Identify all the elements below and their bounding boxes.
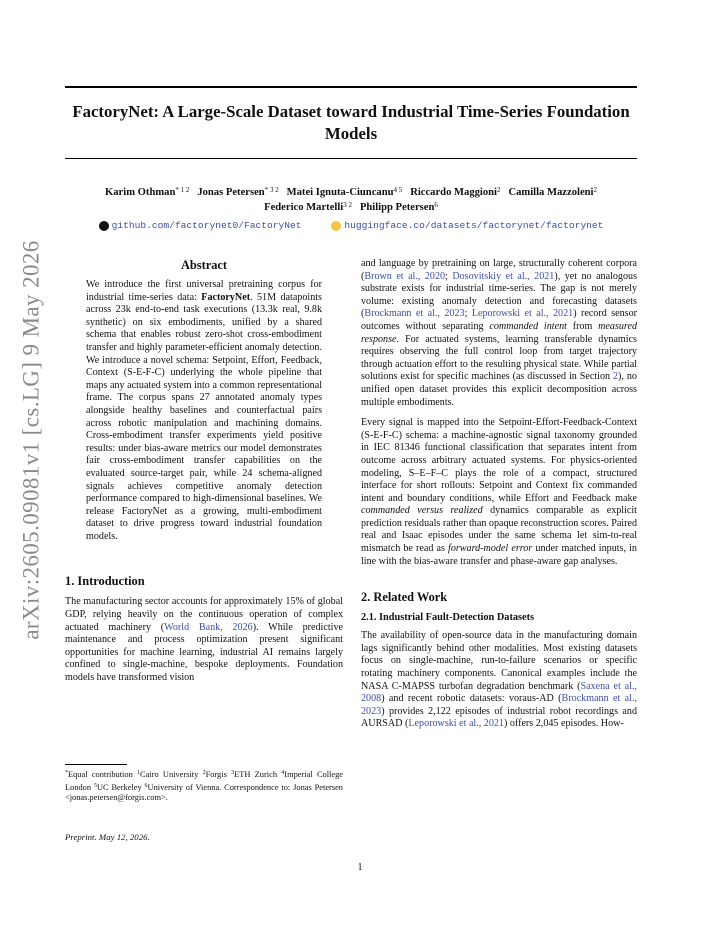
- author-name: Jonas Petersen: [197, 187, 265, 198]
- text-run: from: [566, 320, 599, 332]
- footnote-affiliation: Forgis: [205, 770, 232, 779]
- author-name: Riccardo Maggioni: [410, 187, 497, 198]
- emphasis: commanded intent: [489, 320, 567, 332]
- citation-link[interactable]: Leporowski et al., 2021: [408, 718, 504, 730]
- text-run: and language by pretraining on large, structurally coherent corpora (: [361, 258, 637, 282]
- huggingface-icon: [331, 221, 341, 231]
- text-run: ), no unified open dataset provides this explicit decomposition across multiple embodiments.: [361, 371, 637, 408]
- author-affiliation: 4 5: [393, 186, 403, 194]
- author-affiliation: 2: [497, 186, 501, 194]
- intro-paragraph-2: [361, 258, 637, 409]
- github-link-text: github.com/factorynet0/FactoryNet: [111, 220, 302, 231]
- footnote-text: Equal contribution: [68, 770, 138, 779]
- author-name: Camilla Mazzoleni: [508, 187, 594, 198]
- github-link[interactable]: [99, 220, 302, 231]
- footnote-affiliation: Imperial College London: [65, 770, 343, 792]
- citation-link[interactable]: Brown et al., 2020: [364, 270, 446, 282]
- author-list: [65, 184, 637, 214]
- arxiv-identifier: arXiv:2605.09081v1 [cs.LG] 9 May 2026: [19, 240, 45, 640]
- preprint-date: Preprint. May 12, 2026.: [65, 832, 150, 842]
- footnote-affiliation: UC Berkeley: [96, 782, 145, 792]
- huggingface-link[interactable]: [331, 220, 603, 231]
- github-icon: [99, 221, 109, 231]
- author-line-1: [65, 184, 637, 199]
- introduction-heading: 1. Introduction: [65, 574, 145, 589]
- title-line-1: FactoryNet: A Large-Scale Dataset toward Industrial Time-Series Foundation: [72, 102, 630, 121]
- text-run: ;: [445, 270, 453, 282]
- abstract-text-run: . 51M datapoints across 23k end-to-end task executions (13.3k real, 9.8k synthetic) on six embodiments, unified by a shared schema that enables robust zero-shot cross-embodiment transfer and highly parameter-efficient anomaly detection. We introduce a novel schema: Setpoint, Effort, Feedback, Context (S-E-F-C) underlying the whole pipeline that maps any actuated system into a common representational frame. The corpus spans 27 annotated anomaly types alongside healthy baselines and counterfactual pairs across robotic manipulation and machining domains. Cross-embodiment transfer experiments yield positive results: under bias-aware metrics our model demonstrates fair cross-embodiment transfer capabilities on the evaluated source-target pair, while 24 schema-aligned signals achieves competitive anomaly detection performance compared to high-dimensional baselines. We release FactoryNet as a growing, multi-embodiment dataset to drive progress toward industrial foundation models.: [86, 291, 322, 542]
- author-affiliation: 3 2: [343, 201, 352, 209]
- author-name: Philipp Petersen: [359, 202, 435, 213]
- text-run: under matched inputs, in line with the bias-aware transfer and phase-aware gap analyses.: [361, 543, 637, 567]
- author-name: Federico Martelli: [264, 202, 344, 213]
- citation-link[interactable]: Saxena et al., 2008: [361, 680, 637, 705]
- citation-link[interactable]: Brockmann et al., 2023: [364, 308, 465, 320]
- abstract-dataset-name: FactoryNet: [201, 291, 251, 303]
- related-paragraph-1: [361, 630, 637, 731]
- text-run: ). While predictive maintenance and process optimization present significant opportunities for machine learning, industrial AI remains largely confined to single-machine, bespoke deployments. Foundation models have transformed vision: [65, 621, 343, 684]
- title-top-rule: [65, 86, 637, 88]
- intro-paragraph-3: [361, 417, 637, 568]
- author-name: Matei Ignuta-Ciuncanu: [286, 187, 394, 198]
- author-name: Karim Othman: [105, 187, 176, 198]
- emphasis: commanded versus realized: [361, 505, 483, 517]
- text-run: The manufacturing sector accounts for approximately 15% of global GDP, relying heavily on the continuous operation of complex actuated machinery (: [65, 596, 343, 633]
- paper-title: [65, 101, 637, 145]
- citation-link[interactable]: Brockmann et al., 2023: [361, 693, 637, 717]
- huggingface-link-text: huggingface.co/datasets/factorynet/factorynet: [344, 220, 604, 231]
- author-affiliation: 6: [434, 201, 438, 209]
- text-run: The availability of open-source data in the manufacturing domain lags significantly behind other modalities. Most existing datasets focus on single-machine, run-to-failure scenarios or specific rotating machinery components. Canonical examples include the NASA C-MAPSS turbofan degradation benchmark (: [361, 630, 637, 692]
- page-number: 1: [357, 862, 363, 873]
- title-line-2: Models: [324, 124, 378, 143]
- footnote-rule: [65, 764, 127, 765]
- emphasis: forward-model error: [448, 543, 533, 555]
- footnote-affiliation: Cairo University: [140, 770, 203, 779]
- abstract-heading: Abstract: [180, 258, 228, 272]
- text-run: Every signal is mapped into the Setpoint-Effort-Feedback-Context (S-E-F-C) schema: a machine-agnostic signal taxonomy grounded in IEC 81346 functional classification that separates intent from outcome across arbitrary actuated systems. For physics-oriented modeling, S–E–F–C plays the role of a compact, structured interface for short rollouts: Setpoint and Context fix commanded intent and boundary conditions, while Effort and Feedback make: [361, 417, 637, 504]
- author-line-2: [65, 199, 637, 214]
- text-run: dynamics comparable as explicit prediction residuals rather than opaque reconstruction scores. Paired real and Isaac episodes under the same schema let sim-to-real mismatch be read as: [361, 505, 637, 555]
- left-column: [65, 258, 343, 693]
- footnote-affiliation: ETH Zurich: [234, 770, 282, 779]
- fault-detection-subheading: 2.1. Industrial Fault-Detection Datasets: [361, 612, 535, 624]
- arxiv-sidebar-stamp: [2, 190, 62, 690]
- author-affiliation: * 3 2: [264, 186, 279, 194]
- footnote-affiliation: University of Vienna. Correspondence to: Jonas Petersen <jonas.petersen@forgis.com>.: [65, 782, 343, 803]
- text-run: ) provides 2,122 episodes of industrial robot recordings and AURSAD (: [361, 705, 637, 730]
- text-run: ) and recent robotic datasets: voraus-AD (: [381, 693, 562, 705]
- text-run: ) offers 2,045 episodes. How-: [503, 718, 624, 730]
- resource-links: [65, 220, 637, 234]
- affiliations-footnote: *Equal contribution $^1$Cairo University $^2$Forgis $^3$ETH Zurich $^4$Imperial College London $^5$UC Berkeley $^6$University of Vienna. Correspondence to: Jonas Petersen <jonas.petersen@forgis.com>.: [65, 770, 343, 803]
- text-run: ;: [464, 308, 472, 320]
- right-column: [361, 258, 637, 739]
- title-bottom-rule: [65, 158, 637, 159]
- intro-paragraph-1: [65, 596, 343, 684]
- citation-link[interactable]: World Bank, 2026: [164, 621, 253, 633]
- abstract-text-run: We introduce the first universal pretraining corpus for industrial time-series data:: [86, 279, 322, 303]
- text-run: . For actuated systems, learning transferable dynamics requires observing the full control loop from target trajectory through actuation effort to the resulting physical state. While partial solutions exist for specific machines (as discussed in Section: [361, 333, 637, 383]
- author-affiliation: 2: [593, 186, 597, 194]
- citation-link[interactable]: Leporowski et al., 2021: [471, 308, 574, 320]
- section-reference-link[interactable]: 2: [613, 371, 619, 383]
- abstract-text: [65, 279, 343, 543]
- related-work-heading: 2. Related Work: [361, 590, 448, 605]
- text-run: ) record sensor outcomes without separating: [361, 308, 637, 332]
- citation-link[interactable]: Dosovitskiy et al., 2021: [452, 270, 555, 282]
- emphasis: measured response: [361, 320, 637, 345]
- author-affiliation: * 1 2: [175, 186, 190, 194]
- text-run: ), yet no analogous substrate exists for industrial time-series. The gap is not merely volume: existing anomaly detection and forecasting datasets (: [361, 270, 638, 320]
